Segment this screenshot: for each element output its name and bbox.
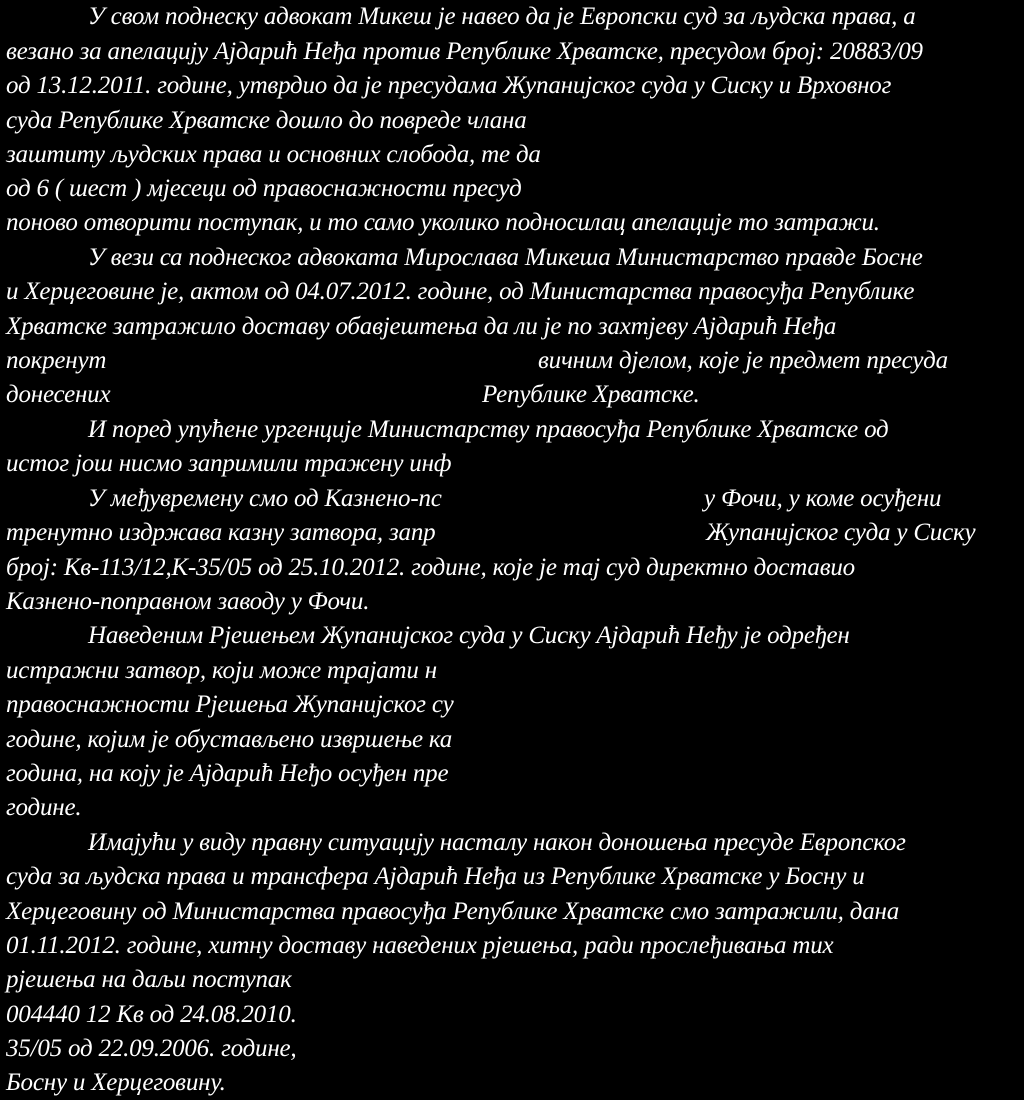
doc-line-23: година, на коју је Ајдарић Неђо осуђен пре [6,760,449,787]
doc-line-15 [88,484,1018,514]
doc-line-22: године, којим је обустављено извршење ка [6,726,453,753]
doc-line-21: правоснажности Рјешења Жупанијског су [6,691,454,718]
doc-line-25: Имајући у виду правну ситуацију насталу након доношења пресуде Европског [88,829,906,856]
doc-line-12 [6,380,1016,410]
doc-line-17: број: Кв-113/12,К-35/05 од 25.10.2012. године, које је тај суд директно доставио [6,554,855,581]
doc-line-16-left: тренутно издржава казну затвора, запр [6,519,436,546]
doc-line-30: 004440 12 Кв од 24.08.2010. [6,1001,297,1028]
doc-line-5: заштиту људских права и основних слобода, те да [6,141,541,168]
doc-line-26: суда за људска права и трансфера Ајдарић Неђа из Републике Хрватске у Босну и [6,863,865,890]
doc-line-7: поново отворити поступак, и то само уколико подносилац апелације то затражи. [6,209,880,236]
doc-line-18: Казнено-поправном заводу у Фочи. [6,588,370,615]
doc-line-16-right: Жупанијског суда у Сиску [706,519,976,546]
doc-line-19: Наведеним Рјешењем Жупанијског суда у Сиску Ајдарић Неђу је одређен [88,622,850,649]
doc-line-9: и Херцеговине је, актом од 04.07.2012. године, од Министарства правосуђа Републике [6,278,915,305]
doc-line-11 [6,346,1016,376]
doc-line-12-right: Републике Хрватске. [482,381,700,408]
doc-line-14: истог још нисмо запримили тражену инф [6,450,452,477]
doc-line-32: Босну и Херцеговину. [6,1069,226,1096]
doc-line-11-right: вичним дјелом, које је предмет пресуда [538,347,948,374]
doc-line-24: године. [6,794,82,821]
doc-line-4: суда Републике Хрватске дошло до повреде члана [6,107,527,134]
doc-line-16 [6,518,1016,548]
doc-line-27: Херцеговину од Министарства правосуђа Републике Хрватске смо затражили, дана [6,898,900,925]
doc-line-2: везано за апелацију Ајдарић Неђа против Републике Хрватске, пресудом број: 20883/09 [6,38,923,65]
doc-line-1: У свом поднеску адвокат Микеш је навео да је Европски суд за људска права, а [88,3,916,30]
doc-line-3: од 13.12.2011. године, утврдио да је пресудама Жупанијског суда у Сиску и Врховног [6,72,892,99]
doc-line-6: од 6 ( шест ) мјесеци од правоснажности пресуд [6,175,522,202]
doc-line-11-left: покренут [6,347,107,374]
doc-line-10: Хрватске затражило доставу обавјештења да ли је по захтјеву Ајдарић Неђа [6,313,837,340]
doc-line-28: 01.11.2012. године, хитну доставу наведених рјешења, ради прослеђивања тих [6,932,834,959]
doc-line-12-left: донесених [6,381,111,408]
doc-line-31: 35/05 од 22.09.2006. године, [6,1035,297,1062]
doc-line-29: рјешења на даљи поступак [6,966,292,993]
doc-line-20: истражни затвор, који може трајати н [6,657,437,684]
doc-line-15-left: У међувремену смо од Казнено-пс [88,485,442,512]
doc-line-8: У вези са поднеског адвоката Мирослава Микеша Министарство правде Босне [88,244,923,271]
doc-line-15-right: у Фочи, у коме осуђени [704,485,942,512]
doc-line-13: И поред упућене ургенције Министарству правосуђа Републике Хрватске од [88,416,889,443]
